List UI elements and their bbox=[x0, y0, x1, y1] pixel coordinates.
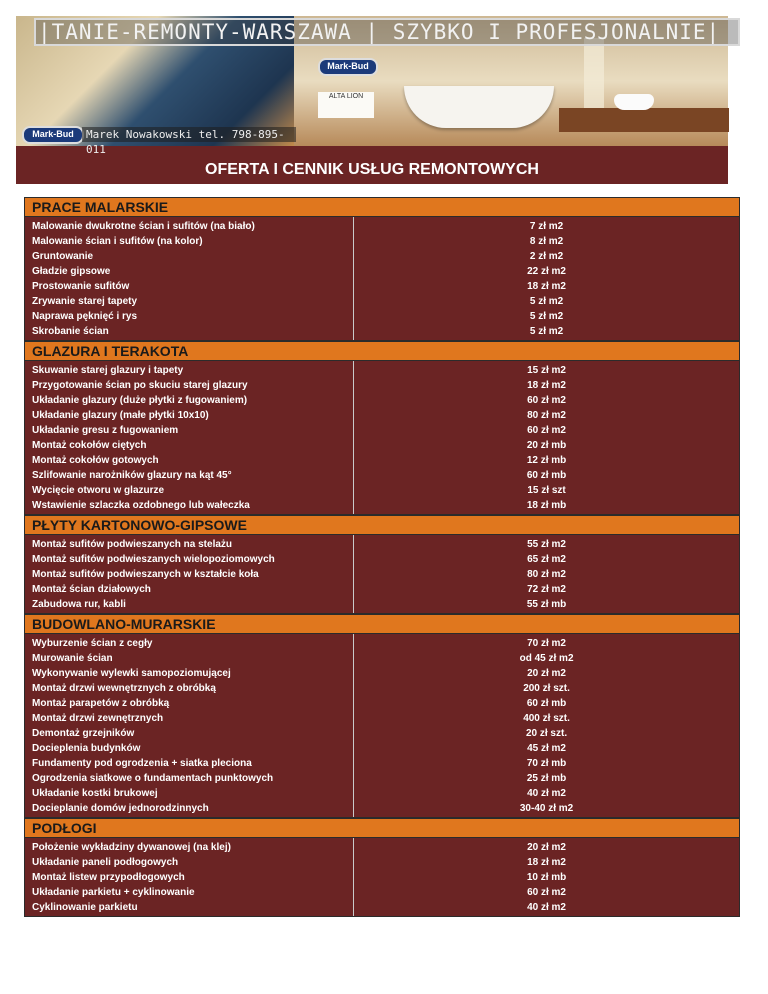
service-name: Wstawienie szlaczka ozdobnego lub wałeczka bbox=[32, 500, 250, 511]
service-name: Układanie parkietu + cyklinowanie bbox=[32, 887, 195, 898]
service-price: 20 zł mb bbox=[526, 440, 567, 451]
service-name-column bbox=[25, 838, 353, 916]
service-price: 18 zł m2 bbox=[527, 380, 566, 391]
bathtub-shape bbox=[404, 86, 554, 128]
service-name: Demontaż grzejników bbox=[32, 728, 135, 739]
price-column bbox=[353, 361, 739, 514]
price-column bbox=[353, 535, 739, 613]
partner-logo: ALTA LION bbox=[318, 92, 374, 118]
offer-title: OFERTA I CENNIK USŁUG REMONTOWYCH bbox=[205, 161, 539, 178]
service-price: 60 zł mb bbox=[526, 470, 567, 481]
service-name: Układanie gresu z fugowaniem bbox=[32, 425, 179, 436]
service-price: 30-40 zł m2 bbox=[519, 803, 574, 814]
service-name: Docieplenia budynków bbox=[32, 743, 141, 754]
service-name: Montaż drzwi zewnętrznych bbox=[32, 713, 164, 724]
service-price: 15 zł m2 bbox=[527, 365, 566, 376]
service-name: Fundamenty pod ogrodzenia + siatka pleciona bbox=[32, 758, 252, 769]
service-price: 5 zł m2 bbox=[529, 311, 564, 322]
company-logo-secondary: Mark-Bud bbox=[318, 58, 378, 76]
service-price: 200 zł szt. bbox=[523, 683, 570, 694]
banner-title: |TANIE-REMONTY-WARSZAWA | SZYBKO I PROFESJONALNIE| bbox=[34, 18, 740, 46]
service-price: 60 zł m2 bbox=[527, 887, 566, 898]
service-price: 60 zł m2 bbox=[527, 425, 566, 436]
service-name: Szlifowanie narożników glazury na kąt 45° bbox=[32, 470, 232, 481]
section-header: GLAZURA I TERAKOTA bbox=[24, 341, 740, 360]
service-price: 72 zł m2 bbox=[527, 584, 566, 595]
service-name: Malowanie ścian i sufitów (na kolor) bbox=[32, 236, 203, 247]
service-name: Montaż drzwi wewnętrznych z obróbką bbox=[32, 683, 216, 694]
service-price: 5 zł m2 bbox=[529, 326, 564, 337]
service-price: 7 zł m2 bbox=[529, 221, 564, 232]
price-column bbox=[353, 838, 739, 916]
service-price: 70 zł mb bbox=[526, 758, 567, 769]
service-price: 20 zł m2 bbox=[527, 668, 566, 679]
service-name: Położenie wykładziny dywanowej (na klej) bbox=[32, 842, 231, 853]
service-price: 60 zł m2 bbox=[527, 395, 566, 406]
service-name: Skrobanie ścian bbox=[32, 326, 109, 337]
service-name: Montaż listew przypodłogowych bbox=[32, 872, 185, 883]
contact-info: Marek Nowakowski tel. 798-895-011 bbox=[82, 127, 296, 142]
service-price: od 45 zł m2 bbox=[519, 653, 574, 664]
service-price: 2 zł m2 bbox=[529, 251, 564, 262]
service-name: Układanie paneli podłogowych bbox=[32, 857, 179, 868]
service-price: 55 zł m2 bbox=[527, 539, 566, 550]
service-name: Montaż parapetów z obróbką bbox=[32, 698, 170, 709]
service-price: 40 zł m2 bbox=[527, 902, 566, 913]
section-body bbox=[24, 360, 740, 515]
service-price: 12 zł mb bbox=[526, 455, 567, 466]
service-name-column bbox=[25, 217, 353, 340]
price-column bbox=[353, 634, 739, 817]
service-price: 20 zł m2 bbox=[527, 842, 566, 853]
section-body bbox=[24, 216, 740, 341]
service-price: 80 zł m2 bbox=[527, 569, 566, 580]
section-header: PŁYTY KARTONOWO-GIPSOWE bbox=[24, 515, 740, 534]
section-body bbox=[24, 633, 740, 818]
service-name: Montaż cokołów gotowych bbox=[32, 455, 159, 466]
price-table bbox=[24, 197, 740, 917]
service-price: 18 zł m2 bbox=[527, 281, 566, 292]
service-price: 10 zł mb bbox=[526, 872, 567, 883]
service-price: 5 zł m2 bbox=[529, 296, 564, 307]
section-header: PRACE MALARSKIE bbox=[24, 197, 740, 216]
service-name: Montaż cokołów ciętych bbox=[32, 440, 147, 451]
service-name: Malowanie dwukrotne ścian i sufitów (na biało) bbox=[32, 221, 255, 232]
service-name: Zabudowa rur, kabli bbox=[32, 599, 126, 610]
service-price: 60 zł mb bbox=[526, 698, 567, 709]
service-name: Docieplanie domów jednorodzinnych bbox=[32, 803, 209, 814]
service-price: 55 zł mb bbox=[526, 599, 567, 610]
section-body bbox=[24, 534, 740, 614]
service-name: Przygotowanie ścian po skuciu starej glazury bbox=[32, 380, 248, 391]
sink-shape bbox=[614, 94, 654, 110]
service-price: 45 zł m2 bbox=[527, 743, 566, 754]
service-name-column bbox=[25, 361, 353, 514]
service-name: Ogrodzenia siatkowe o fundamentach punktowych bbox=[32, 773, 274, 784]
section-header: BUDOWLANO-MURARSKIE bbox=[24, 614, 740, 633]
header-banner bbox=[16, 16, 728, 184]
counter-shape bbox=[559, 108, 729, 132]
service-name: Cyklinowanie parkietu bbox=[32, 902, 138, 913]
service-price: 25 zł mb bbox=[526, 773, 567, 784]
service-price: 8 zł m2 bbox=[529, 236, 564, 247]
service-name: Naprawa pęknięć i rys bbox=[32, 311, 138, 322]
company-logo: Mark-Bud bbox=[22, 126, 84, 144]
service-name-column bbox=[25, 535, 353, 613]
service-name: Układanie glazury (duże płytki z fugowaniem) bbox=[32, 395, 248, 406]
service-price: 80 zł m2 bbox=[527, 410, 566, 421]
service-price: 65 zł m2 bbox=[527, 554, 566, 565]
service-name-column bbox=[25, 634, 353, 817]
section-body bbox=[24, 837, 740, 917]
service-name: Wykonywanie wylewki samopoziomującej bbox=[32, 668, 231, 679]
service-price: 20 zł szt. bbox=[525, 728, 568, 739]
service-name: Skuwanie starej glazury i tapety bbox=[32, 365, 184, 376]
service-name: Gruntowanie bbox=[32, 251, 94, 262]
banner-photo-collage bbox=[16, 16, 728, 156]
service-name: Gładzie gipsowe bbox=[32, 266, 111, 277]
service-name: Montaż sufitów podwieszanych w kształcie koła bbox=[32, 569, 259, 580]
price-column bbox=[353, 217, 739, 340]
window-shape bbox=[584, 38, 604, 108]
service-price: 400 zł szt. bbox=[523, 713, 570, 724]
service-name: Wycięcie otworu w glazurze bbox=[32, 485, 165, 496]
service-name: Montaż sufitów podwieszanych wielopoziomowych bbox=[32, 554, 275, 565]
service-name: Układanie glazury (małe płytki 10x10) bbox=[32, 410, 209, 421]
service-price: 18 zł mb bbox=[526, 500, 567, 511]
service-name: Montaż sufitów podwieszanych na stelażu bbox=[32, 539, 233, 550]
service-price: 15 zł szt bbox=[527, 485, 566, 496]
service-name: Zrywanie starej tapety bbox=[32, 296, 138, 307]
service-name: Prostowanie sufitów bbox=[32, 281, 130, 292]
service-price: 18 zł m2 bbox=[527, 857, 566, 868]
service-name: Wyburzenie ścian z cegły bbox=[32, 638, 153, 649]
service-name: Układanie kostki brukowej bbox=[32, 788, 158, 799]
service-price: 40 zł m2 bbox=[527, 788, 566, 799]
section-header: PODŁOGI bbox=[24, 818, 740, 837]
service-name: Murowanie ścian bbox=[32, 653, 113, 664]
service-price: 70 zł m2 bbox=[527, 638, 566, 649]
service-price: 22 zł m2 bbox=[527, 266, 566, 277]
service-name: Montaż ścian działowych bbox=[32, 584, 151, 595]
